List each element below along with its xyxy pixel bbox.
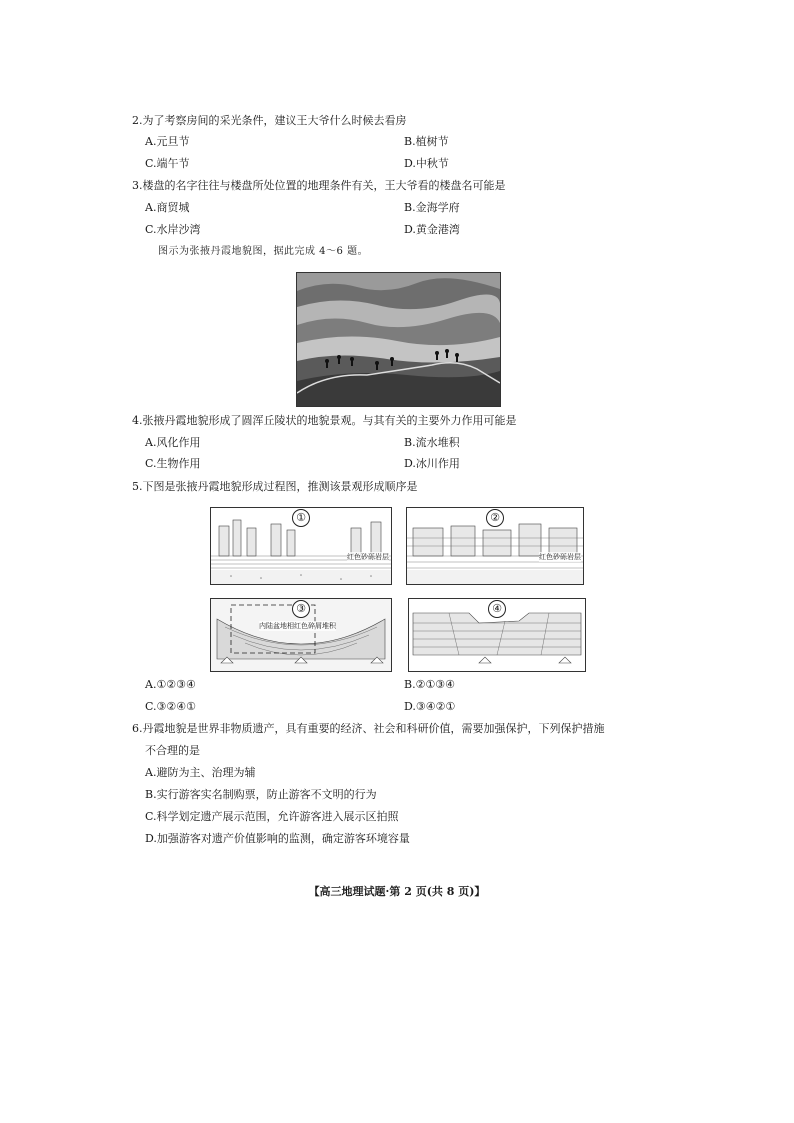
question-5-stem: 5.下图是张掖丹霞地貌形成过程图，推测该景观形成顺序是 <box>132 480 418 493</box>
q3-option-c: C.水岸沙湾 <box>145 223 201 236</box>
q2-option-b: B.植树节 <box>404 135 449 148</box>
q6-option-d: D.加强游客对遗产价值影响的监测，确定游客环境容量 <box>145 832 410 845</box>
q5-option-b: B.②①③④ <box>404 678 456 691</box>
diagram-number-4: ④ <box>488 600 506 618</box>
question-4-stem: 4.张掖丹霞地貌形成了圆浑丘陵状的地貌景观。与其有关的主要外力作用可能是 <box>132 414 517 427</box>
formation-diagram-1 <box>210 507 392 585</box>
q5-option-a: A.①②③④ <box>145 678 196 691</box>
diagram-number-3: ③ <box>292 600 310 618</box>
formation-diagram-2 <box>406 507 584 585</box>
q3-option-d: D.黄金港湾 <box>404 223 460 236</box>
q5-option-c: C.③②④① <box>145 700 196 713</box>
q6-option-a: A.避防为主、治理为辅 <box>145 766 256 779</box>
diagram-1-label: 红色砂砾岩层 <box>347 553 389 561</box>
formation-diagram-4 <box>408 598 586 672</box>
q4-option-b: B.流水堆积 <box>404 436 460 449</box>
question-3-stem: 3.楼盘的名字往往与楼盘所处位置的地理条件有关，王大爷看的楼盘名可能是 <box>132 179 506 192</box>
question-2-stem: 2.为了考察房间的采光条件，建议王大爷什么时候去看房 <box>132 114 407 127</box>
danxia-landform-photo <box>296 272 501 407</box>
diagram-2-label: 红色砂砾岩层 <box>539 553 581 561</box>
diagram-number-1: ① <box>292 509 310 527</box>
formation-diagram-3 <box>210 598 392 672</box>
q4-option-d: D.冰川作用 <box>404 457 460 470</box>
q4-option-a: A.风化作用 <box>145 436 201 449</box>
diagram-3-label: 内陆盆地相红色碎屑堆积 <box>259 622 336 630</box>
q5-option-d: D.③④②① <box>404 700 456 713</box>
q2-option-d: D.中秋节 <box>404 157 449 170</box>
intro-text: 图示为张掖丹霞地貌图，据此完成 4～6 题。 <box>158 246 369 257</box>
q6-option-b: B.实行游客实名制购票，防止游客不文明的行为 <box>145 788 377 801</box>
q6-option-c: C.科学划定遗产展示范围，允许游客进入展示区拍照 <box>145 810 399 823</box>
q3-option-b: B.金海学府 <box>404 201 460 214</box>
q2-option-c: C.端午节 <box>145 157 190 170</box>
question-6-stem-line-2: 不合理的是 <box>145 744 200 757</box>
q2-option-a: A.元旦节 <box>145 135 190 148</box>
page-footer: 【高三地理试题·第 2 页(共 8 页)】 <box>308 885 486 898</box>
q4-option-c: C.生物作用 <box>145 457 201 470</box>
q3-option-a: A.商贸城 <box>145 201 190 214</box>
diagram-number-2: ② <box>486 509 504 527</box>
question-6-stem-line-1: 6.丹霞地貌是世界非物质遗产，具有重要的经济、社会和科研价值，需要加强保护，下列保护措施 <box>132 722 605 735</box>
